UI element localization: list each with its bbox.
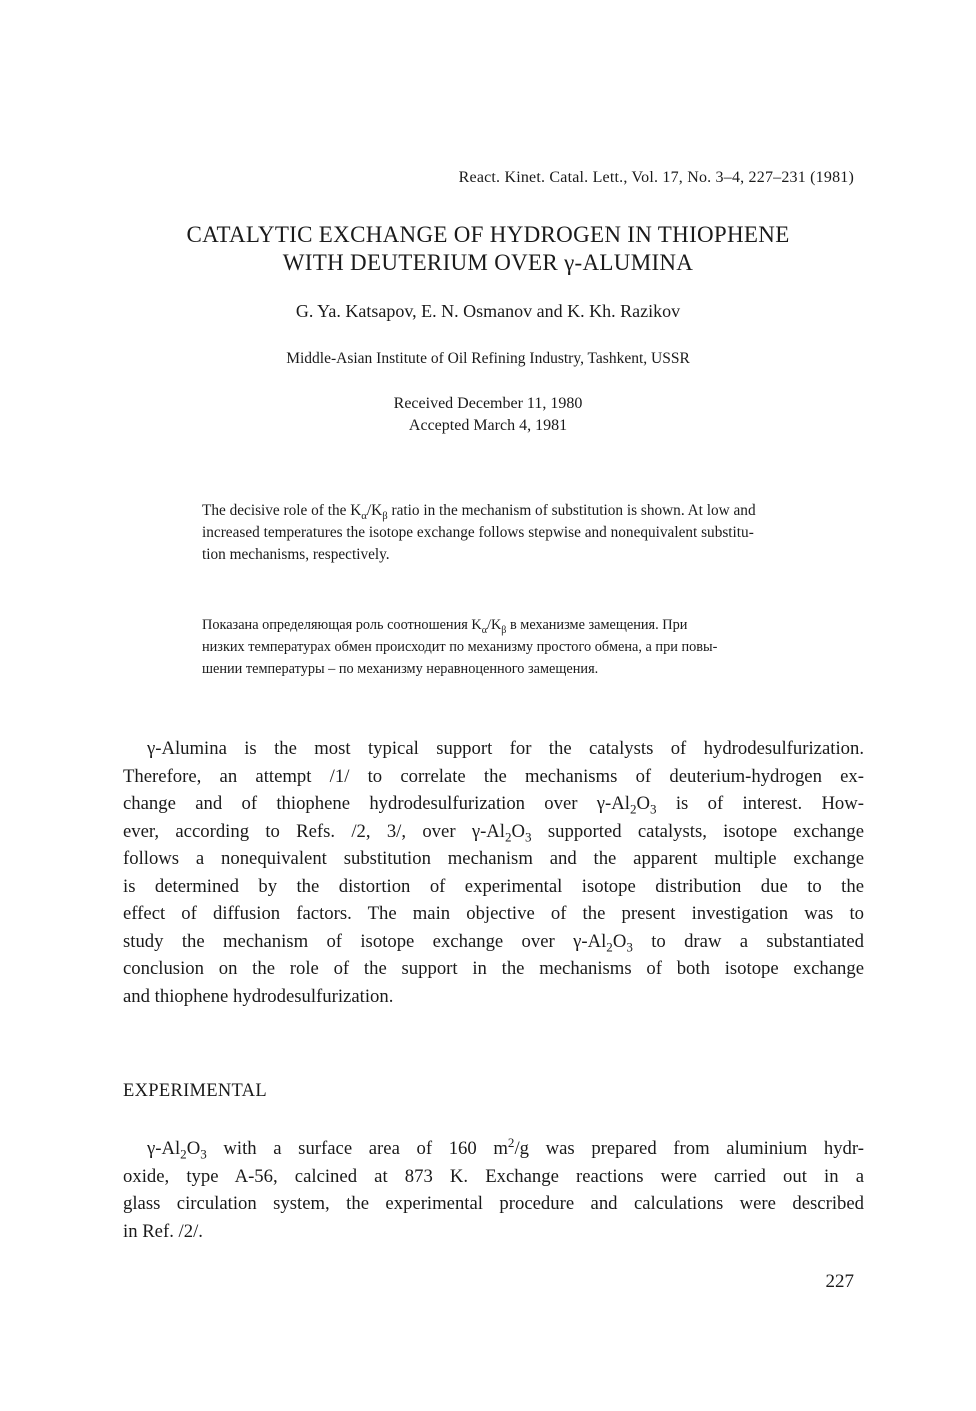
- title-line-2: WITH DEUTERIUM OVER γ-ALUMINA: [282, 250, 694, 275]
- abstract-ru-line: шении температуры – по механизму неравноценного замещения.: [202, 661, 599, 677]
- intro-line: change and of thiophene hydrodesulfurization over $\gamma-Al_2O_3$ is of interest. How-: [123, 793, 864, 817]
- submission-dates: [0, 393, 976, 437]
- intro-line: and thiophene hydrodesulfurization.: [123, 985, 394, 1007]
- intro-line: γ-Alumina is the most typical support for the catalysts of hydrodesulfurization.: [147, 738, 864, 759]
- journal-citation: React. Kinet. Catal. Lett., Vol. 17, No. 3–4, 227–231 (1981): [458, 169, 854, 186]
- introduction-paragraph: [123, 735, 864, 1010]
- title-line-1: CATALYTIC EXCHANGE OF HYDROGEN IN THIOPHENE: [186, 222, 790, 247]
- accepted-date: Accepted March 4, 1981: [408, 417, 568, 434]
- intro-line: effect of diffusion factors. The main objective of the present investigation was to: [123, 903, 864, 924]
- experimental-paragraph: [123, 1135, 864, 1245]
- experimental-line: glass circulation system, the experimental procedure and calculations were described: [123, 1193, 864, 1214]
- abstract-en-line: The decisive role of the $K_\alpha/K_\beta$ ratio in the mechanism of substitution is shown. At low and: [202, 502, 756, 523]
- abstract-ru-line: Показана определяющая роль соотношения $K_\alpha/K_\beta$ в механизме замещения. При: [202, 617, 688, 636]
- received-date: Received December 11, 1980: [393, 395, 583, 412]
- intro-line: follows a nonequivalent substitution mechanism and the apparent multiple exchange: [123, 848, 864, 869]
- intro-line: Therefore, an attempt /1/ to correlate the mechanisms of deuterium-hydrogen ex-: [123, 765, 864, 787]
- intro-line: study the mechanism of isotope exchange over $\gamma-Al_2O_3$ to draw a substantiated: [123, 930, 864, 955]
- article-title: [0, 221, 976, 277]
- affiliation: Middle-Asian Institute of Oil Refining Industry, Tashkent, USSR: [286, 350, 690, 367]
- authors: G. Ya. Katsapov, E. N. Osmanov and K. Kh. Razikov: [295, 301, 681, 321]
- experimental-line: in Ref. /2/.: [123, 1220, 203, 1242]
- experimental-line: $\gamma-Al_2O_3$ with a surface area of 160 $m^2/g$ was prepared from aluminium hydr-: [147, 1134, 864, 1162]
- abstract-ru-line: низких температурах обмен происходит по механизму простого обмена, а при повы-: [202, 639, 718, 655]
- experimental-line: oxide, type A-56, calcined at 873 K. Exchange reactions were carried out in a: [123, 1165, 864, 1187]
- abstract-en-line: increased temperatures the isotope exchange follows stepwise and nonequivalent substitu-: [202, 524, 754, 541]
- section-heading-experimental: EXPERIMENTAL: [123, 1081, 267, 1101]
- abstract-en-line: tion mechanisms, respectively.: [202, 546, 390, 563]
- intro-line: is determined by the distortion of experimental isotope distribution due to the: [123, 875, 864, 897]
- abstract-russian: [202, 614, 862, 680]
- abstract-english: [202, 500, 862, 566]
- intro-line: ever, according to Refs. /2, 3/, over $\gamma-Al_2O_3$ supported catalysts, isotope exchange: [123, 820, 864, 845]
- page-number: 227: [825, 1271, 854, 1292]
- intro-line: conclusion on the role of the support in the mechanisms of both isotope exchange: [123, 958, 864, 979]
